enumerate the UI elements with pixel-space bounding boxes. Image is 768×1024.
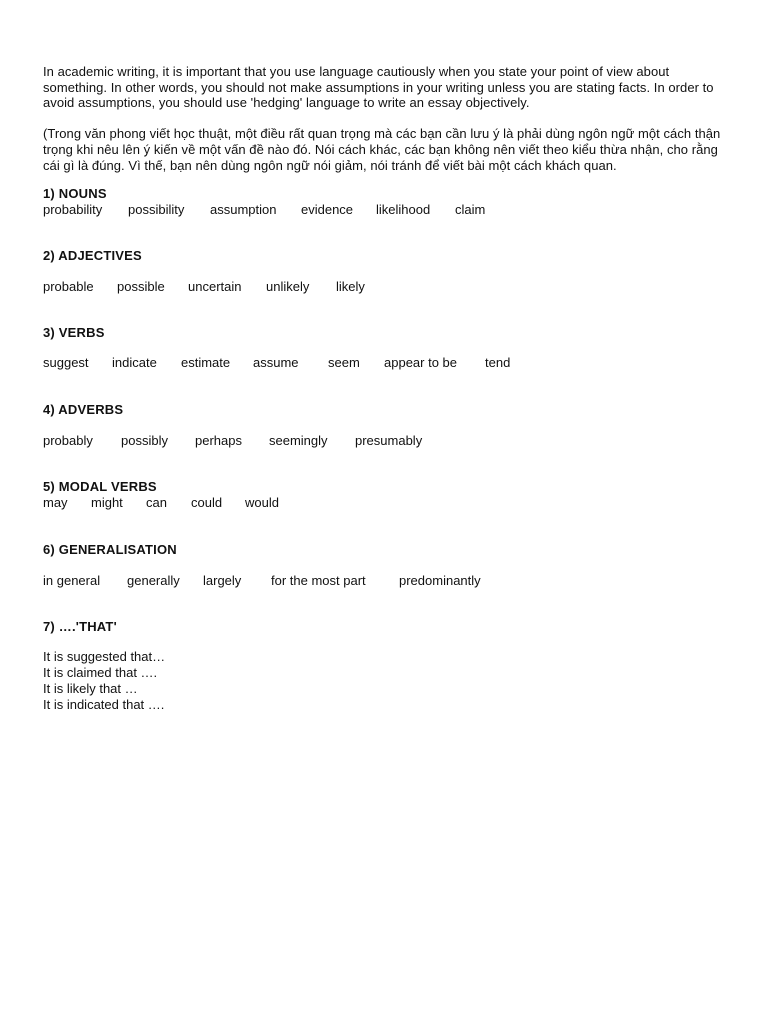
word-item: likely	[336, 279, 365, 295]
word-item: uncertain	[188, 279, 242, 295]
word-item: seem	[328, 355, 360, 371]
word-item: would	[245, 495, 279, 511]
word-item: claim	[455, 202, 486, 218]
word-item: likelihood	[376, 202, 431, 218]
that-heading: 7) ….'THAT'	[43, 619, 117, 635]
adjectives-heading: 2) ADJECTIVES	[43, 248, 142, 264]
word-item: may	[43, 495, 68, 511]
word-item: seemingly	[269, 433, 328, 449]
word-item: possible	[117, 279, 165, 295]
generalisation-word-list	[43, 573, 733, 589]
word-item: largely	[203, 573, 242, 589]
adjectives-word-list	[43, 279, 733, 295]
word-item: might	[91, 495, 123, 511]
word-item: for the most part	[271, 573, 366, 589]
word-item: appear to be	[384, 355, 458, 371]
word-item: generally	[127, 573, 180, 589]
generalisation-heading: 6) GENERALISATION	[43, 542, 177, 558]
nouns-word-list	[43, 202, 733, 218]
word-item: assume	[253, 355, 299, 371]
word-item: unlikely	[266, 279, 310, 295]
adverbs-heading: 4) ADVERBS	[43, 402, 124, 418]
verbs-heading: 3) VERBS	[43, 325, 105, 341]
document-page	[43, 64, 733, 712]
word-item: in general	[43, 573, 101, 589]
word-item: probability	[43, 202, 103, 218]
phrase-item: It is claimed that ….	[43, 665, 158, 681]
word-item: can	[146, 495, 167, 511]
intro-vietnamese-paragraph: (Trong văn phong viết học thuật, một điều rất quan trọng mà các bạn cần lưu ý là phải dùng ngôn ngữ một cách thận trọng khi nêu lên ý kiến về một vấn đề nào đó. Nói cách khác, các bạn không nên viết theo kiểu thừa nhận, cho rằng cái gì là đúng. Vì thế, bạn nên dùng ngôn ngữ nói giảm, nói tránh để viết bài một cách khách quan.	[43, 126, 721, 173]
word-item: possibility	[128, 202, 185, 218]
intro-english-paragraph: In academic writing, it is important that you use language cautiously when you state your point of view about something. In other words, you should not make assumptions in your writing unless you are stating facts. In order to avoid assumptions, you should use 'hedging' language to write an essay objectively.	[43, 64, 714, 111]
word-item: perhaps	[195, 433, 242, 449]
word-item: indicate	[112, 355, 157, 371]
word-item: tend	[485, 355, 511, 371]
word-item: estimate	[181, 355, 231, 371]
verbs-word-list	[43, 355, 733, 371]
word-item: probable	[43, 279, 94, 295]
word-item: assumption	[210, 202, 277, 218]
phrase-item: It is indicated that ….	[43, 696, 165, 712]
nouns-heading: 1) NOUNS	[43, 186, 107, 202]
that-phrase-list	[43, 649, 733, 712]
phrase-item: It is suggested that…	[43, 649, 166, 665]
phrase-item: It is likely that …	[43, 680, 138, 696]
word-item: could	[191, 495, 223, 511]
modal-verbs-heading: 5) MODAL VERBS	[43, 479, 157, 495]
word-item: suggest	[43, 355, 89, 371]
word-item: predominantly	[399, 573, 481, 589]
word-item: probably	[43, 433, 93, 449]
adverbs-word-list	[43, 433, 733, 449]
word-item: evidence	[301, 202, 354, 218]
modal-verbs-word-list	[43, 495, 733, 511]
word-item: possibly	[121, 433, 168, 449]
word-item: presumably	[355, 433, 423, 449]
